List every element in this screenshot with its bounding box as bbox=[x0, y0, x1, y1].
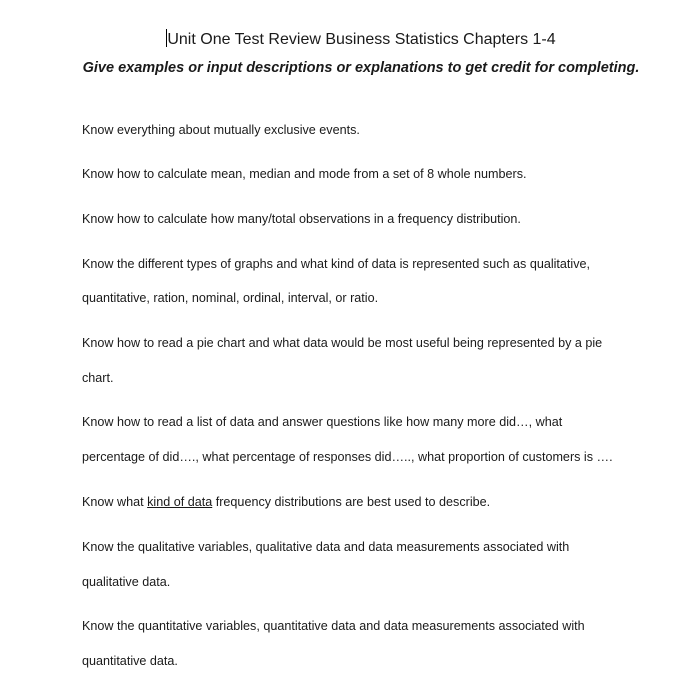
review-item-qualitative-line-1: Know the qualitative variables, qualitative data and data measurements associated with bbox=[82, 540, 570, 554]
review-item-frequency-distributions-pre: Know what bbox=[82, 495, 148, 509]
review-item-frequency-distributions bbox=[82, 495, 490, 509]
review-item-list-data-line-1: Know how to read a list of data and answer questions like how many more did…, what bbox=[82, 415, 563, 429]
review-item-frequency-observations: Know how to calculate how many/total observations in a frequency distribution. bbox=[82, 212, 521, 226]
review-item-graph-types-line-1: Know the different types of graphs and what kind of data is represented such as qualitative, bbox=[82, 257, 591, 271]
review-item-graph-types-line-2: quantitative, ration, nominal, ordinal, interval, or ratio. bbox=[82, 291, 379, 305]
review-item-pie-chart-line-2: chart. bbox=[82, 371, 114, 385]
review-item-mean-median-mode: Know how to calculate mean, median and mode from a set of 8 whole numbers. bbox=[82, 167, 527, 181]
page-subtitle: Give examples or input descriptions or explanations to get credit for completing. bbox=[82, 60, 640, 76]
review-item-qualitative-line-2: qualitative data. bbox=[82, 575, 171, 589]
review-item-list-data-line-2: percentage of did…., what percentage of responses did….., what proportion of customers is …. bbox=[82, 450, 613, 464]
review-item-mutually-exclusive: Know everything about mutually exclusive events. bbox=[82, 123, 360, 137]
review-item-quantitative-line-1: Know the quantitative variables, quantitative data and data measurements associated with bbox=[82, 619, 585, 633]
review-item-frequency-distributions-post: frequency distributions are best used to describe. bbox=[212, 495, 491, 509]
review-item-quantitative-line-2: quantitative data. bbox=[82, 654, 178, 668]
page-title-text: Unit One Test Review Business Statistics Chapters 1-4 bbox=[167, 31, 556, 48]
underlined-phrase: kind of data bbox=[147, 495, 213, 509]
review-item-pie-chart-line-1: Know how to read a pie chart and what data would be most useful being represented by a pie bbox=[82, 336, 603, 350]
page-title bbox=[0, 29, 694, 49]
